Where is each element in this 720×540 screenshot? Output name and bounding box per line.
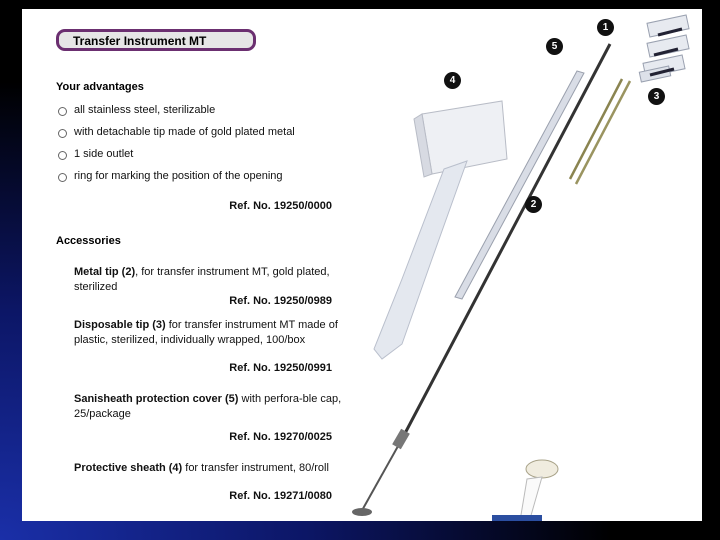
ref-number: Ref. No. 19250/0989 [229, 295, 332, 307]
accessory-description [74, 265, 344, 295]
callout-1: 1 [597, 19, 614, 36]
callout-5: 5 [546, 38, 563, 55]
callout-3: 3 [648, 88, 665, 105]
ref-number: Ref. No. 19250/0991 [229, 362, 332, 374]
callout-4: 4 [444, 72, 461, 89]
ref-number: Ref. No. 19271/0080 [229, 490, 332, 502]
bullet-icon [58, 129, 67, 138]
disposable-tips-image [639, 15, 689, 82]
bullet-icon [58, 151, 67, 160]
title-box [56, 29, 256, 51]
ref-number: Ref. No. 19250/0000 [229, 200, 332, 212]
bullet-icon [58, 173, 67, 182]
accessory-name: Disposable tip (3) [74, 319, 166, 331]
page-title: Transfer Instrument MT [73, 34, 207, 48]
accessories-heading: Accessories [56, 235, 121, 247]
accessory-detail: with perfora-ble cap, 25/package [74, 393, 342, 420]
accessory-name: Sanisheath protection cover (5) [74, 393, 239, 405]
accessory-detail: , for transfer instrument MT, gold plated, sterilized [74, 266, 330, 293]
advantage-item: all stainless steel, sterilizable [74, 104, 216, 116]
product-illustration [352, 9, 702, 521]
accessory-description [74, 392, 344, 422]
accessory-name: Metal tip (2) [74, 266, 136, 278]
advantage-item: 1 side outlet [74, 148, 134, 160]
advantage-item: with detachable tip made of gold plated metal [74, 126, 295, 138]
instrument-handle-image [492, 460, 558, 521]
advantages-heading: Your advantages [56, 81, 144, 93]
accessory-description [74, 461, 344, 476]
accessory-name: Protective sheath (4) [74, 462, 183, 474]
bullet-icon [58, 107, 67, 116]
accessory-detail: for transfer instrument, 80/roll [182, 462, 329, 474]
accessory-detail: for transfer instrument MT made of plastic, sterilized, individually wrapped, 100/box [74, 319, 338, 346]
callout-2: 2 [525, 196, 542, 213]
ref-number: Ref. No. 19270/0025 [229, 431, 332, 443]
metal-tips-image [570, 79, 630, 184]
accessory-description [74, 318, 344, 348]
catalog-page [22, 9, 702, 521]
protective-sheath-image [374, 101, 507, 359]
advantage-item: ring for marking the position of the opening [74, 170, 283, 182]
